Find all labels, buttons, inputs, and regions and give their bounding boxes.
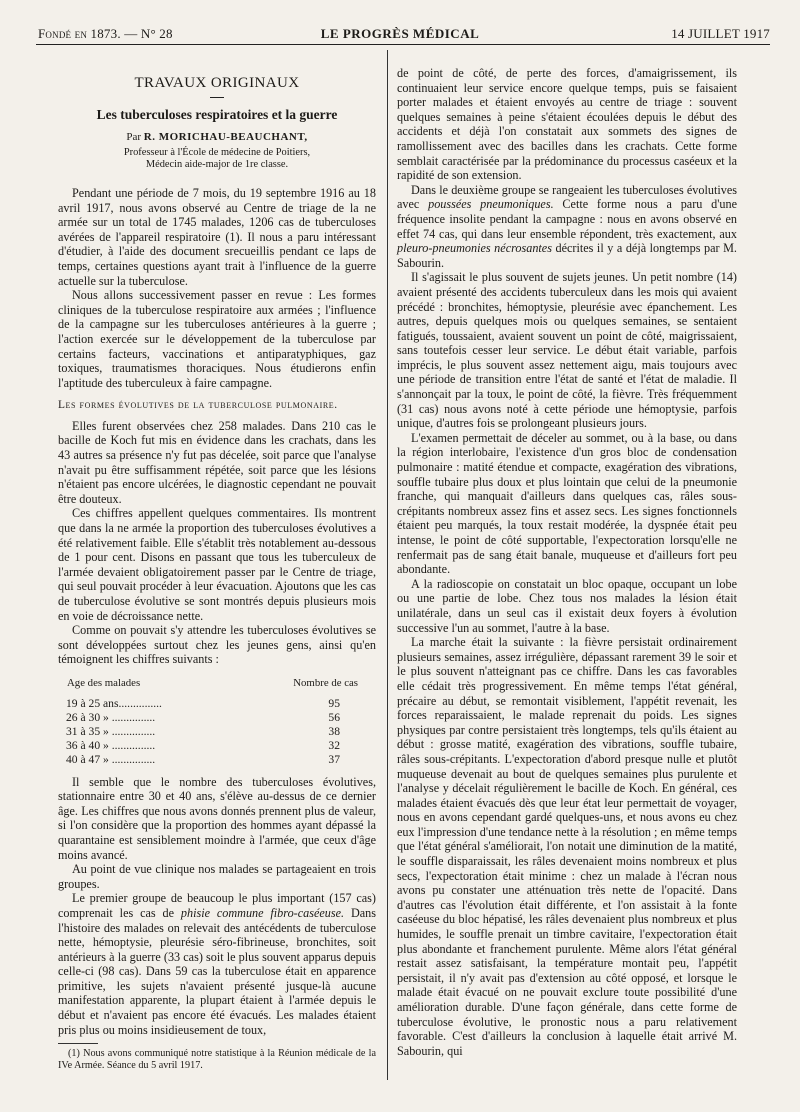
age-range: 40 à 47 » ............... (66, 752, 156, 766)
author-affiliation (58, 147, 376, 172)
paragraph: de point de côté, de perte des forces, d'amaigrissement, ils continuaient leur service encore quelque temps, puis se faisaient porter malades et étaient envoyés au centre de triage : souvent quelques semaines à peine s'étaient écoulées depuis le début des accidents et déjà l'on constatait aux sommets des signes de ramollissement avec des bacilles dans les crachats. Cette forme semblait caractérisée par la prédominance du processus caséeux et la rapidité de son extension. (397, 66, 737, 183)
emphasis-text: pleuro-pneumonies nécrosantes (397, 241, 552, 256)
paragraph: L'examen permettait de déceler au sommet, ou à la base, ou dans la région interlobaire, l'existence d'un gros bloc de condensation pulmonaire : matité étendue et compacte, exagération des vibrations, souffle tubaire plus doux et plus lointain que celui de la pneumonie franche, qui manquait d'ailleurs dans quelques cas, râles sous-crépitants nombreux assez fins et assez secs. Les signes fonctionnels étaient peu marqués, la toux restait modérée, la dyspnée était peu intense, le point de côté supportable, l'expectoration lorsqu'elle ne renfermait pas de sang était banale, muqueuse et d'ailleurs fort peu abondante. (397, 430, 737, 577)
founded-issue: Fondé en 1873. — N° 28 (38, 26, 173, 41)
table-row (66, 711, 366, 725)
age-table-header-age: Age des malades (67, 676, 141, 689)
table-row (66, 725, 366, 739)
age-table (66, 675, 366, 767)
paragraph-text: Le premier groupe de beaucoup le plus important (157 cas) comprenait les cas de (58, 891, 376, 920)
emphasis-text: poussées pneumoniques. (428, 197, 554, 212)
paragraph-text: Dans l'histoire des malades on relevait des antécédents de tuberculose nette, hémoptysie, pleurésie séro-fibrineuse, bronchites, soit antérieurs à la guerre (33 cas) soit le plus souvent apparus depuis celle-ci (98 cas). Dans 59 cas la tuberculose était en apparence primitive, les sujets n'avaient présenté jusque-là aucune manifestation apparente, la plupart étaient à l'armée depuis le début et n'avaient pas encore été évacués. Les malades étaient pris plus ou moins insidieusement de toux, (58, 905, 376, 1037)
paragraph: Pendant une période de 7 mois, du 19 septembre 1916 au 18 avril 1917, nous avons observé au Centre de triage de la ne armée sur un total de 1745 malades, 1206 cas de tuberculoses avérées de l'appareil respiratoire (1). Il nous a paru intéressant d'étudier, à l'aide des document srecueillis pendant ce laps de temps, certaines questions ayant trait à l'influence de la guerre actuelle sur la tuberculose. (58, 185, 376, 288)
age-table-header-count: Nombre de cas (293, 676, 358, 689)
table-row (66, 753, 366, 767)
author-name: R. MORICHAU-BEAUCHANT, (143, 131, 308, 144)
paragraph: La marche était la suivante : la fièvre persistait ordinairement plusieurs semaines, assez irrégulière, dépassant rarement 39 le soir et le plus souvent n'atteignant pas ce chiffre. Dans les cas favorables elle cédait très progressivement. En même temps l'état général, précaire au début, se remontait visiblement, l'appétit revenait, les forces reparaissaient, le malade reprenait du poids. Les signes physiques par contre persistaient très longtemps, tels qu'ils étaient au début : grosse matité, exagération des vibrations, souffle tubaire, râles sous-crépitants. L'expectoration d'abord presque nulle et plutôt muqueuse devenait au bout de quelques semaines plus purulente et l'analyse y décelait régulièrement le bacille de Koch. En général, ces malades étaient évacués dès que leur état leur permettait de voyager, nous en avons cependant gardé quelques-uns, et nous avons eu chez eux l'impression d'une tendance nette à la résolution ; en même temps que l'état général s'améliorait, l'on notait une diminution de la matité, le souffle disparaissait, les râles devenaient moins nombreux et plus secs, l'expectoration était minime : chez un malade à l'écran nous avons pu constater une atténuation très nette de l'opacité. Dans d'autres cas l'évolution était différente, et l'on assistait à la fonte caséeuse du bloc hépatisé, les râles devenaient plus nombreux et plus humides, le souffle prenait un timbre cavitaire, l'expectoration était plus abondante et franchement purulente. Même alors l'état général restait assez satisfaisant, la température montait peu, l'appétit persistait, il n'y avait pas d'extension au côté opposé, et lorsque le malade était évacué on ne pouvait exclure toute possibilité d'une amélioration durable. D'une façon générale, dans cette forme de tuberculose évolutive, le pronostic nous a paru relativement favorable. C'est d'ailleurs la conclusion à laquelle était arrivé M. Sabourin, qui (397, 635, 737, 1058)
title-dash (210, 97, 224, 98)
paragraph-text: décrites il y a déjà longtemps par M. Sabourin. (397, 241, 737, 270)
paragraph: Nous allons successivement passer en revue : Les formes cliniques de la tuberculose respiratoire aux armées ; l'influence de la campagne sur les tuberculoses antérieures à la guerre ; l'action exercée sur le développement de la tuberculose par certains facteurs, vaccinations et antiparatyphiques, gaz toxiques, traumatismes thoraciques. Nous étudierons enfin l'aptitude des tuberculeux à faire campagne. (58, 288, 376, 390)
right-column (397, 66, 737, 1058)
paragraph-text: Cette forme nous a paru d'une fréquence insolite pendant la campagne : nous en avons observé en effet 74 cas, qui dans leur ensemble répondent, très exactement, aux (397, 197, 738, 241)
table-row (66, 697, 366, 711)
paragraph: Ces chiffres appellent quelques commentaires. Ils montrent que dans la ne armée la proportion des tuberculoses évolutives a été relativement faible. Elle s'établit très notablement au-dessous de 1 pour cent. Disons en passant que tous les tuberculeux de l'armée devaient obligatoirement passer par le Centre de triage, qui seul pouvait procéder à leur évacuation. Ajoutons que les cas de tuberculose évolutive se sont montrés depuis plusieurs mois en voie de décroissance nette. (58, 506, 376, 623)
emphasis-text: phisie commune fibro-caséeuse. (180, 905, 345, 920)
case-count: 38 (328, 724, 340, 738)
table-row (66, 739, 366, 753)
page-header (30, 22, 770, 44)
age-range: 36 à 40 » ............... (66, 738, 156, 752)
case-count: 32 (328, 738, 340, 752)
case-count: 95 (328, 696, 340, 710)
author-prefix: Par (126, 131, 142, 144)
footnote-rule (58, 1043, 98, 1044)
paragraph: Au point de vue clinique nos malades se partageaient en trois groupes. (58, 862, 376, 891)
author-line (58, 130, 376, 145)
left-column (58, 62, 376, 1072)
age-range: 19 à 25 ans............... (66, 696, 162, 710)
paragraph: Elles furent observées chez 258 malades. Dans 210 cas le bacille de Koch fut mis en évidence dans les crachats, dans les 43 autres sa présence n'y fut pas décelée, soit parce que l'analyse n'avait pu être suffisamment répétée, soit parce que les lésions n'étaient pas encore ulcérées, le diagnostic cependant ne pouvait être douteux. (58, 418, 376, 506)
article-title: Les tuberculoses respiratoires et la guerre (96, 106, 338, 122)
column-divider (387, 50, 388, 1080)
section-title: TRAVAUX ORIGINAUX (134, 75, 300, 91)
paragraph: Il s'agissait le plus souvent de sujets jeunes. Un petit nombre (14) avaient présenté des accidents tuberculeux dans les mois qui avaient précédé : bronchites, hémoptysie, pleurésie avec épanchement. Les autres, depuis quelques mois ou quelques semaines, se sentaient fatigués, toussaient, avaient souvent un point de côté, maigrissaient, sans toutefois cesser leur service. Le début était variable, parfois imprécis, le plus souvent assez nettement aigu, mais toujours avec une période de transition entre l'état de santé et l'état de maladie. Il s'annonçait par la toux, le point de côté, la fièvre. Très fréquemment (31 cas) nous avons noté à cette période une hémoptysie, parfois unique, d'autres fois se prolongeant plusieurs jours. (397, 270, 737, 431)
affiliation-line-1: Professeur à l'École de médecine de Poitiers, (123, 146, 311, 158)
paragraph (58, 891, 376, 1037)
case-count: 56 (328, 710, 340, 724)
paragraph: Comme on pouvait s'y attendre les tuberculoses évolutives se sont développées surtout chez les jeunes gens, ainsi qu'en témoignent les chiffres suivants : (58, 623, 376, 667)
journal-title: LE PROGRÈS MÉDICAL (320, 26, 480, 41)
affiliation-line-2: Médecin aide-major de 1re classe. (145, 159, 289, 171)
paragraph-text: Dans le deuxième groupe se rangeaient les tuberculoses évolutives avec (397, 182, 737, 212)
paragraph: A la radioscopie on constatait un bloc opaque, occupant un lobe ou une partie de lobe. Chez tous nos malades la lésion était unilatérale, dans un seul cas il existait deux foyers à évolution successive l'un au sommet, l'autre à la base. (397, 576, 737, 635)
header-rule (36, 44, 770, 45)
issue-date: 14 JUILLET 1917 (671, 26, 770, 41)
age-range: 26 à 30 » ............... (66, 710, 156, 724)
paragraph (397, 183, 737, 271)
age-range: 31 à 35 » ............... (66, 724, 156, 738)
case-count: 37 (328, 752, 340, 766)
subsection-heading: Les formes évolutives de la tuberculose pulmonaire. (58, 399, 338, 412)
paragraph: Il semble que le nombre des tuberculoses évolutives, stationnaire entre 30 et 40 ans, s'élève au-dessus de ce dernier âge. Les chiffres que nous avons donnés prennent plus de valeur, si l'on considère que la proportion des hommes ayant dépassé la quarantaine est sensiblement moindre à l'armée, que ceux d'âge moins avancé. (58, 774, 376, 862)
footnote: (1) Nous avons communiqué notre statistique à la Réunion médicale de la IVe Armée. Séance du 5 avril 1917. (58, 1048, 376, 1072)
